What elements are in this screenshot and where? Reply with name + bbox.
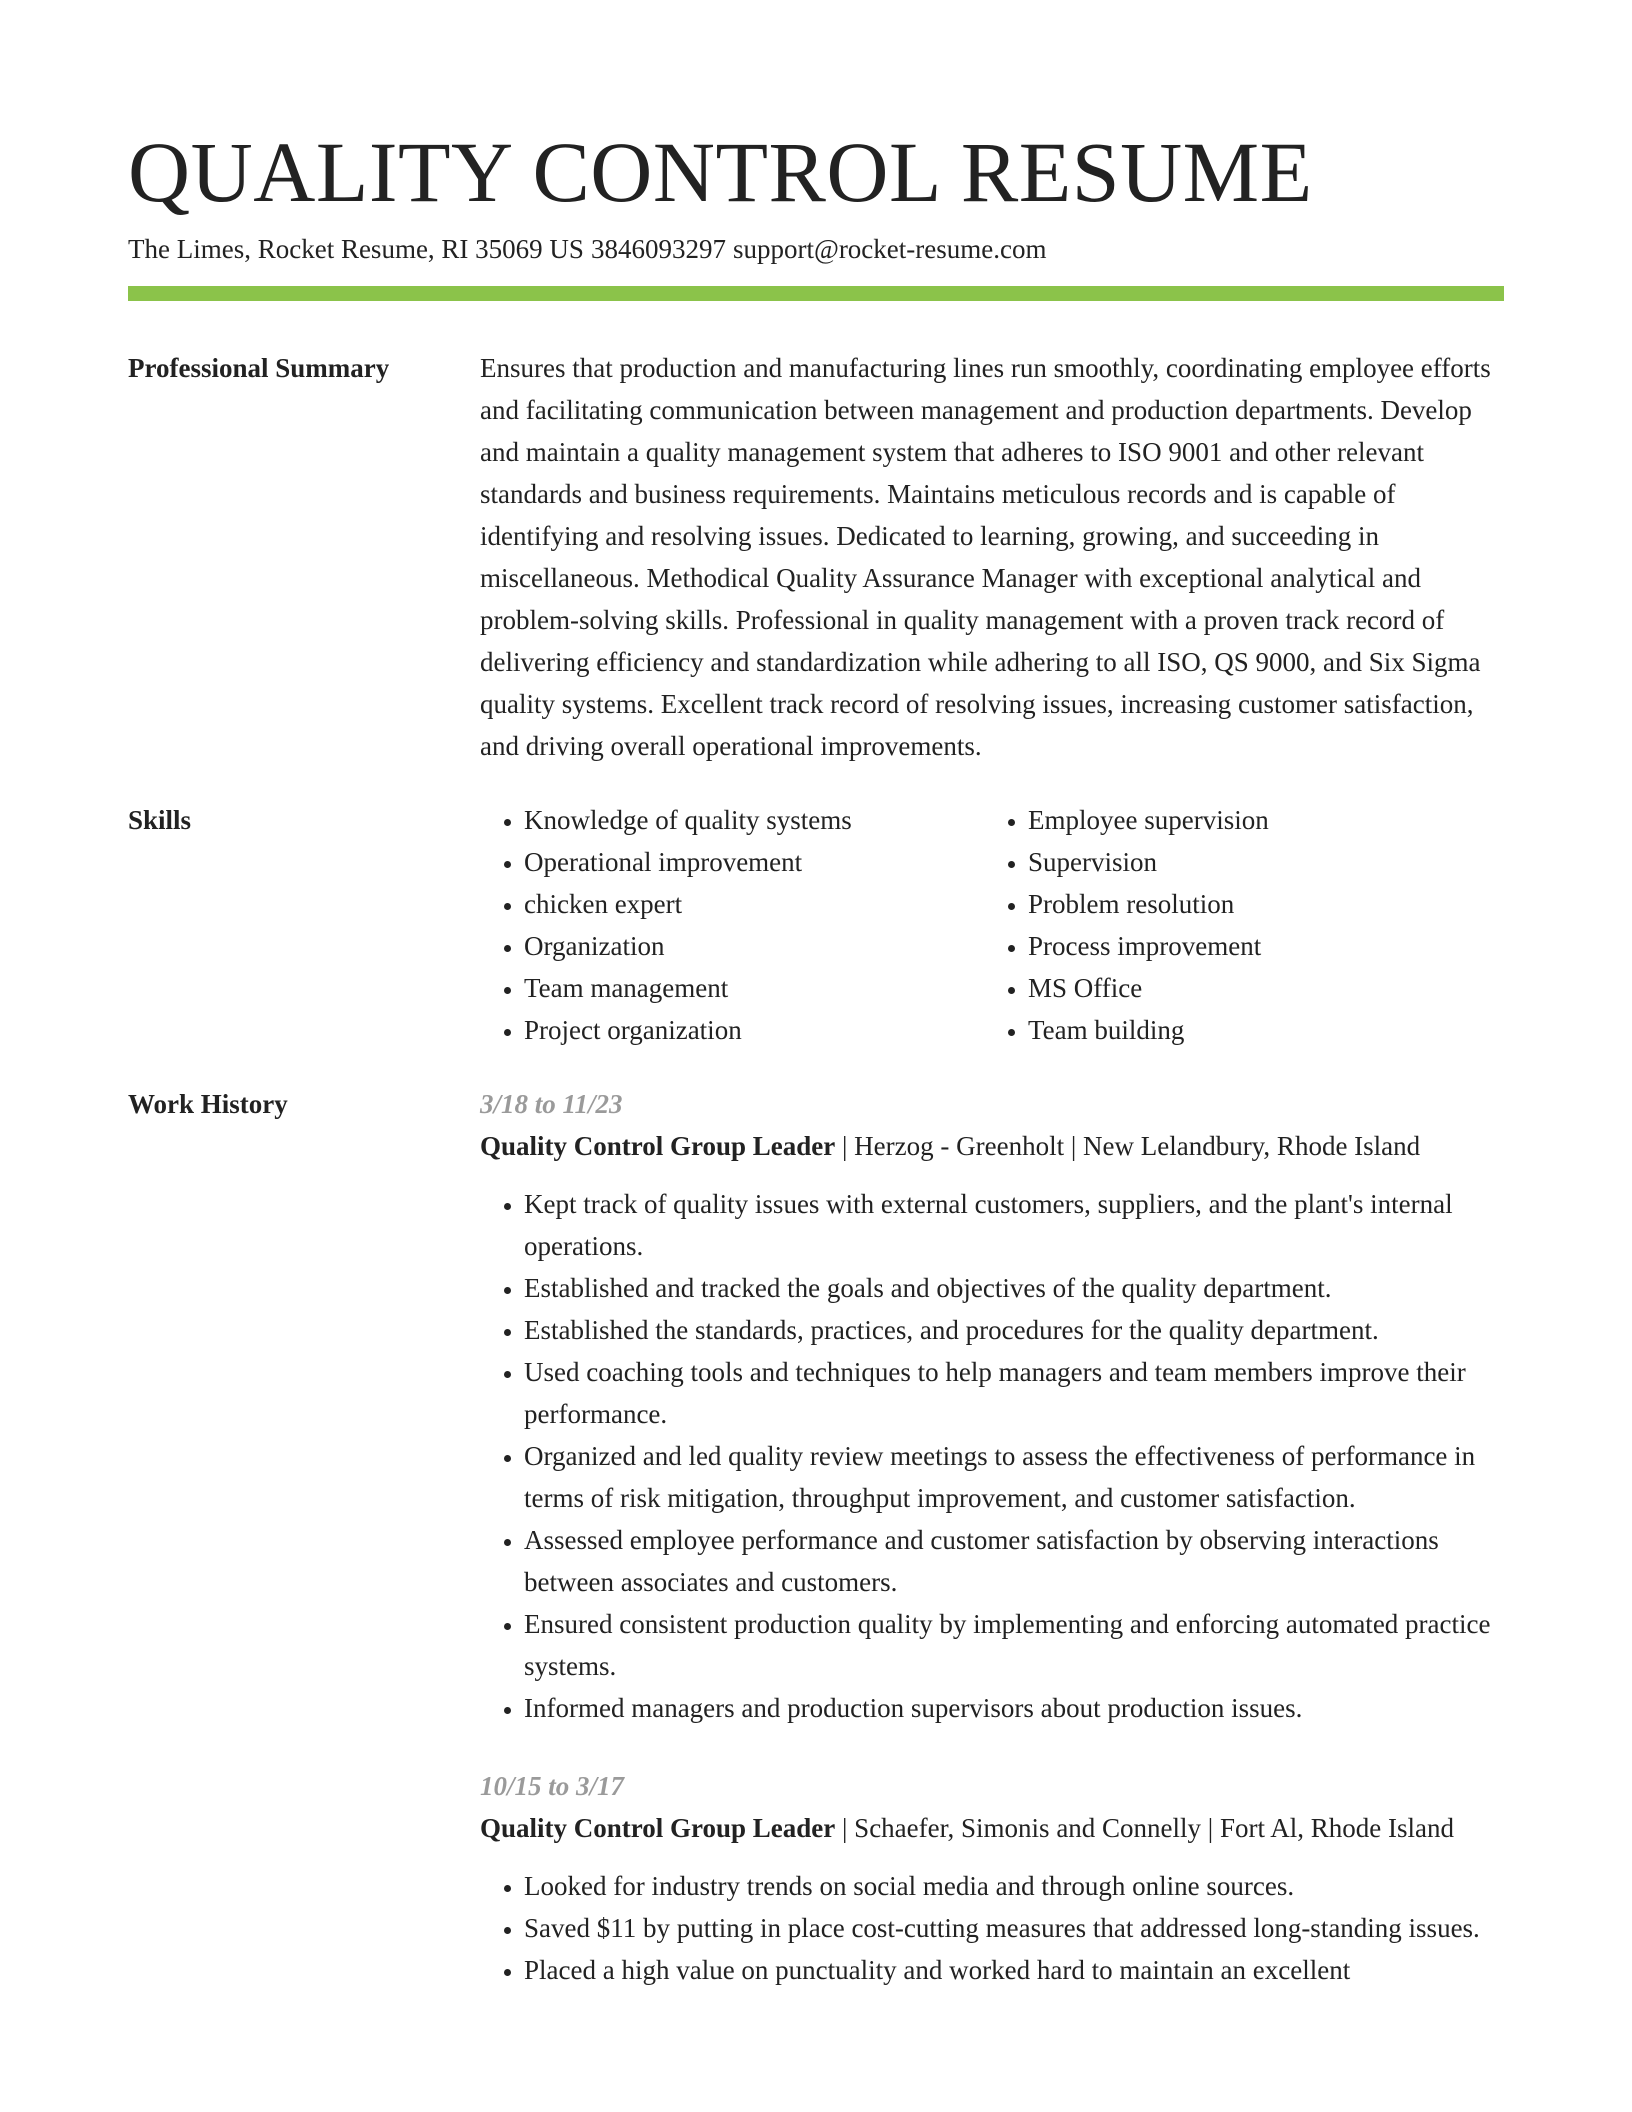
contact-email: support@rocket-resume.com xyxy=(732,234,1047,264)
job-details: | Schaefer, Simonis and Connelly | Fort Al, Rhode Island xyxy=(835,1813,1454,1843)
skill-item: • Team management xyxy=(524,967,984,1009)
job-bullet: • Organized and led quality review meetings to assess the effectiveness of performance in terms of risk mitigation, throughput improvement, and customer satisfaction. xyxy=(524,1435,1504,1519)
job-bullet: • Assessed employee performance and customer satisfaction by observing interactions between associates and customers. xyxy=(524,1519,1504,1603)
job-heading xyxy=(480,1125,1504,1167)
skill-item: • Project organization xyxy=(524,1009,984,1051)
skill-item: • Process improvement xyxy=(1028,925,1488,967)
job-title: Quality Control Group Leader xyxy=(480,1131,836,1161)
skill-item: • Problem resolution xyxy=(1028,883,1488,925)
job-bullet: • Established the standards, practices, and procedures for the quality department. xyxy=(524,1309,1504,1351)
skill-item: • Team building xyxy=(1028,1009,1488,1051)
skills-body xyxy=(480,799,1504,1051)
skill-item: • Employee supervision xyxy=(1028,799,1488,841)
work-history-label: Work History xyxy=(128,1089,288,1119)
summary-label: Professional Summary xyxy=(128,353,390,383)
resume-title: QUALITY CONTROL RESUME xyxy=(128,124,1313,220)
skill-item: • Organization xyxy=(524,925,984,967)
skill-item: • chicken expert xyxy=(524,883,984,925)
skills-list-left xyxy=(480,799,984,1051)
header-divider xyxy=(128,286,1504,301)
job-entry xyxy=(480,1765,1504,1991)
job-bullet-list xyxy=(480,1865,1504,1991)
contact-phone: 3846093297 xyxy=(590,234,726,264)
job-bullet: • Established and tracked the goals and objectives of the quality department. xyxy=(524,1267,1504,1309)
job-dates: 10/15 to 3/17 xyxy=(480,1771,625,1801)
skills-label: Skills xyxy=(128,805,192,835)
job-entry xyxy=(480,1083,1504,1729)
contact-line xyxy=(128,232,1046,266)
job-bullet: • Informed managers and production supervisors about production issues. xyxy=(524,1687,1504,1729)
job-bullet: • Looked for industry trends on social media and through online sources. xyxy=(524,1865,1504,1907)
job-details: | Herzog - Greenholt | New Lelandbury, Rhode Island xyxy=(835,1131,1421,1161)
summary-body xyxy=(480,347,1504,767)
skill-item: • Supervision xyxy=(1028,841,1488,883)
job-bullet: • Saved $11 by putting in place cost-cutting measures that addressed long-standing issues. xyxy=(524,1907,1504,1949)
skills-list-right xyxy=(984,799,1488,1051)
job-title: Quality Control Group Leader xyxy=(480,1813,836,1843)
job-bullet: • Kept track of quality issues with external customers, suppliers, and the plant's internal operations. xyxy=(524,1183,1504,1267)
skill-item: • Operational improvement xyxy=(524,841,984,883)
work-history-body xyxy=(480,1083,1504,1991)
summary-text: Ensures that production and manufacturing lines run smoothly, coordinating employee efforts and facilitating communication between management and production departments. Develop and maintain a quality management system that adheres to ISO 9001 and other relevant standards and business requirements. Maintains meticulous records and is capable of identifying and resolving issues. Dedicated to learning, growing, and succeeding in miscellaneous. Methodical Quality Assurance Manager with exceptional analytical and problem-solving skills. Professional in quality management with a proven track record of delivering efficiency and standardization while adhering to all ISO, QS 9000, and Six Sigma quality systems. Excellent track record of resolving issues, increasing customer satisfaction, and driving overall operational improvements. xyxy=(480,353,1491,761)
contact-address: The Limes, Rocket Resume, RI 35069 US xyxy=(128,234,584,264)
job-bullet: • Used coaching tools and techniques to help managers and team members improve their performance. xyxy=(524,1351,1504,1435)
job-bullet: • Ensured consistent production quality by implementing and enforcing automated practice systems. xyxy=(524,1603,1504,1687)
job-dates: 3/18 to 11/23 xyxy=(480,1089,623,1119)
job-bullet-list xyxy=(480,1183,1504,1729)
skill-item: • Knowledge of quality systems xyxy=(524,799,984,841)
job-heading xyxy=(480,1807,1504,1849)
job-bullet: • Placed a high value on punctuality and worked hard to maintain an excellent xyxy=(524,1949,1504,1991)
skill-item: • MS Office xyxy=(1028,967,1488,1009)
